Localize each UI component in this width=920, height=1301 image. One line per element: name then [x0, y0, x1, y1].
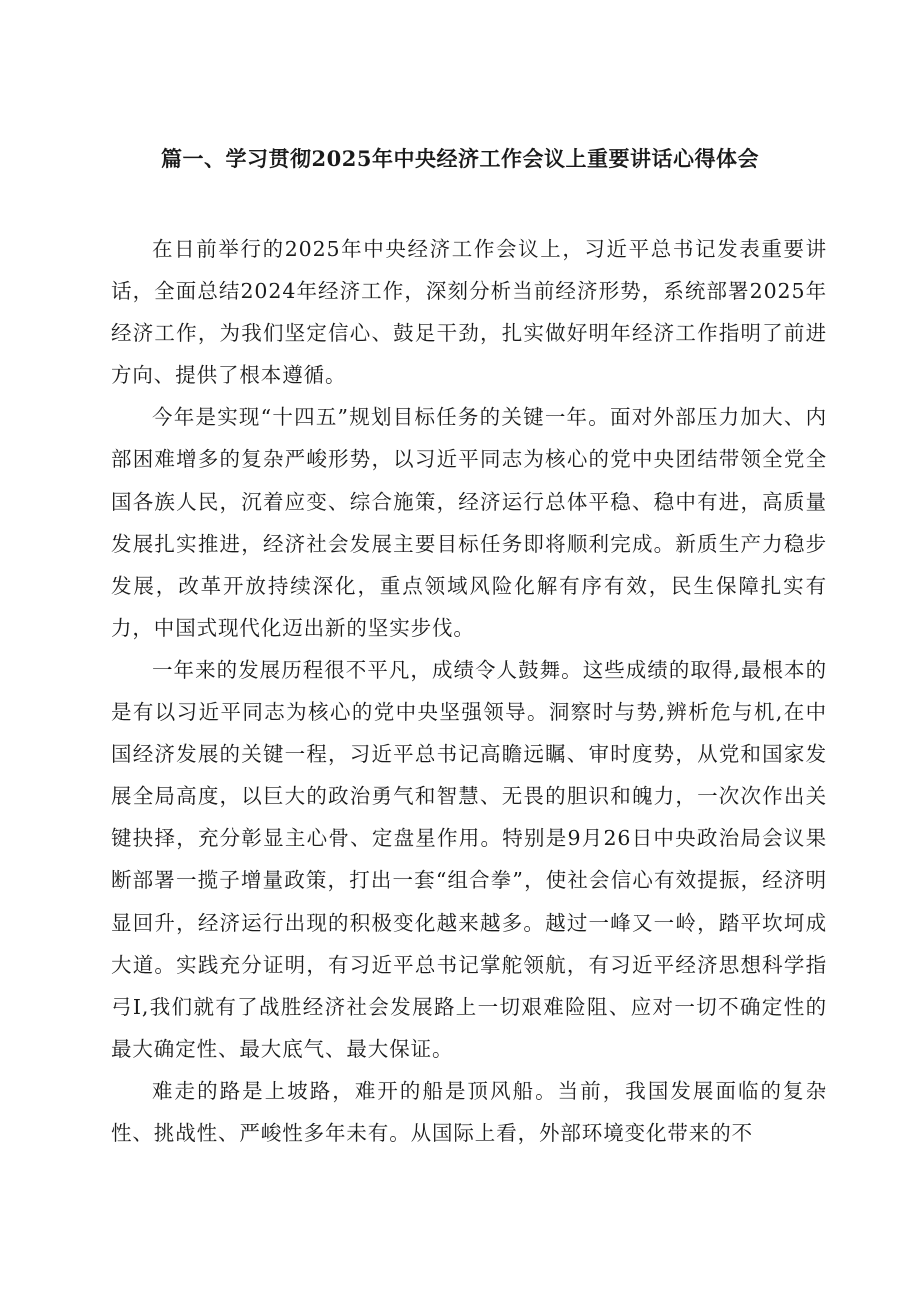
document-title: 篇一、学习贯彻2025年中央经济工作会议上重要讲话心得体会 — [161, 146, 759, 171]
document-body — [111, 228, 827, 1154]
paragraph: 一年来的发展历程很不平凡，成绩令人鼓舞。这些成绩的取得,最根本的是有以习近平同志为核心的党中央坚强领导。洞察时与势,辨析危与机,在中国经济发展的关键一程，习近平总书记高瞻远瞩、审时度势，从党和国家发展全局高度，以巨大的政治勇气和智慧、无畏的胆识和魄力，一次次作出关键抉择，充分彰显主心骨、定盘星作用。特别是9月26日中央政治局会议果断部署一揽子增量政策，打出一套“组合拳”，使社会信心有效提振，经济明显回升，经济运行出现的积极变化越来越多。越过一峰又一岭，踏平坎坷成大道。实践充分证明，有习近平总书记掌舵领航，有习近平经济思想科学指弓I,我们就有了战胜经济社会发展路上一切艰难险阻、应对一切不确定性的最大确定性、最大底气、最大保证。 — [111, 657, 827, 1061]
paragraph: 在日前举行的2025年中央经济工作会议上，习近平总书记发表重要讲话，全面总结2024年经济工作，深刻分析当前经济形势，系统部署2025年经济工作，为我们坚定信心、鼓足干劲，扎实做好明年经济工作指明了前进方向、提供了根本遵循。 — [111, 237, 827, 388]
paragraph: 难走的路是上坡路，难开的船是顶风船。当前，我国发展面临的复杂性、挑战性、严峻性多年未有。从国际上看，外部环境变化带来的不 — [111, 1078, 827, 1145]
paragraph: 今年是实现“十四五”规划目标任务的关键一年。面对外部压力加大、内部困难增多的复杂严峻形势，以习近平同志为核心的党中央团结带领全党全国各族人民，沉着应变、综合施策，经济运行总体平稳、稳中有进，高质量发展扎实推进，经济社会发展主要目标任务即将顺利完成。新质生产力稳步发展，改革开放持续深化，重点领域风险化解有序有效，民生保障扎实有力，中国式现代化迈出新的坚实步伐。 — [111, 405, 827, 640]
